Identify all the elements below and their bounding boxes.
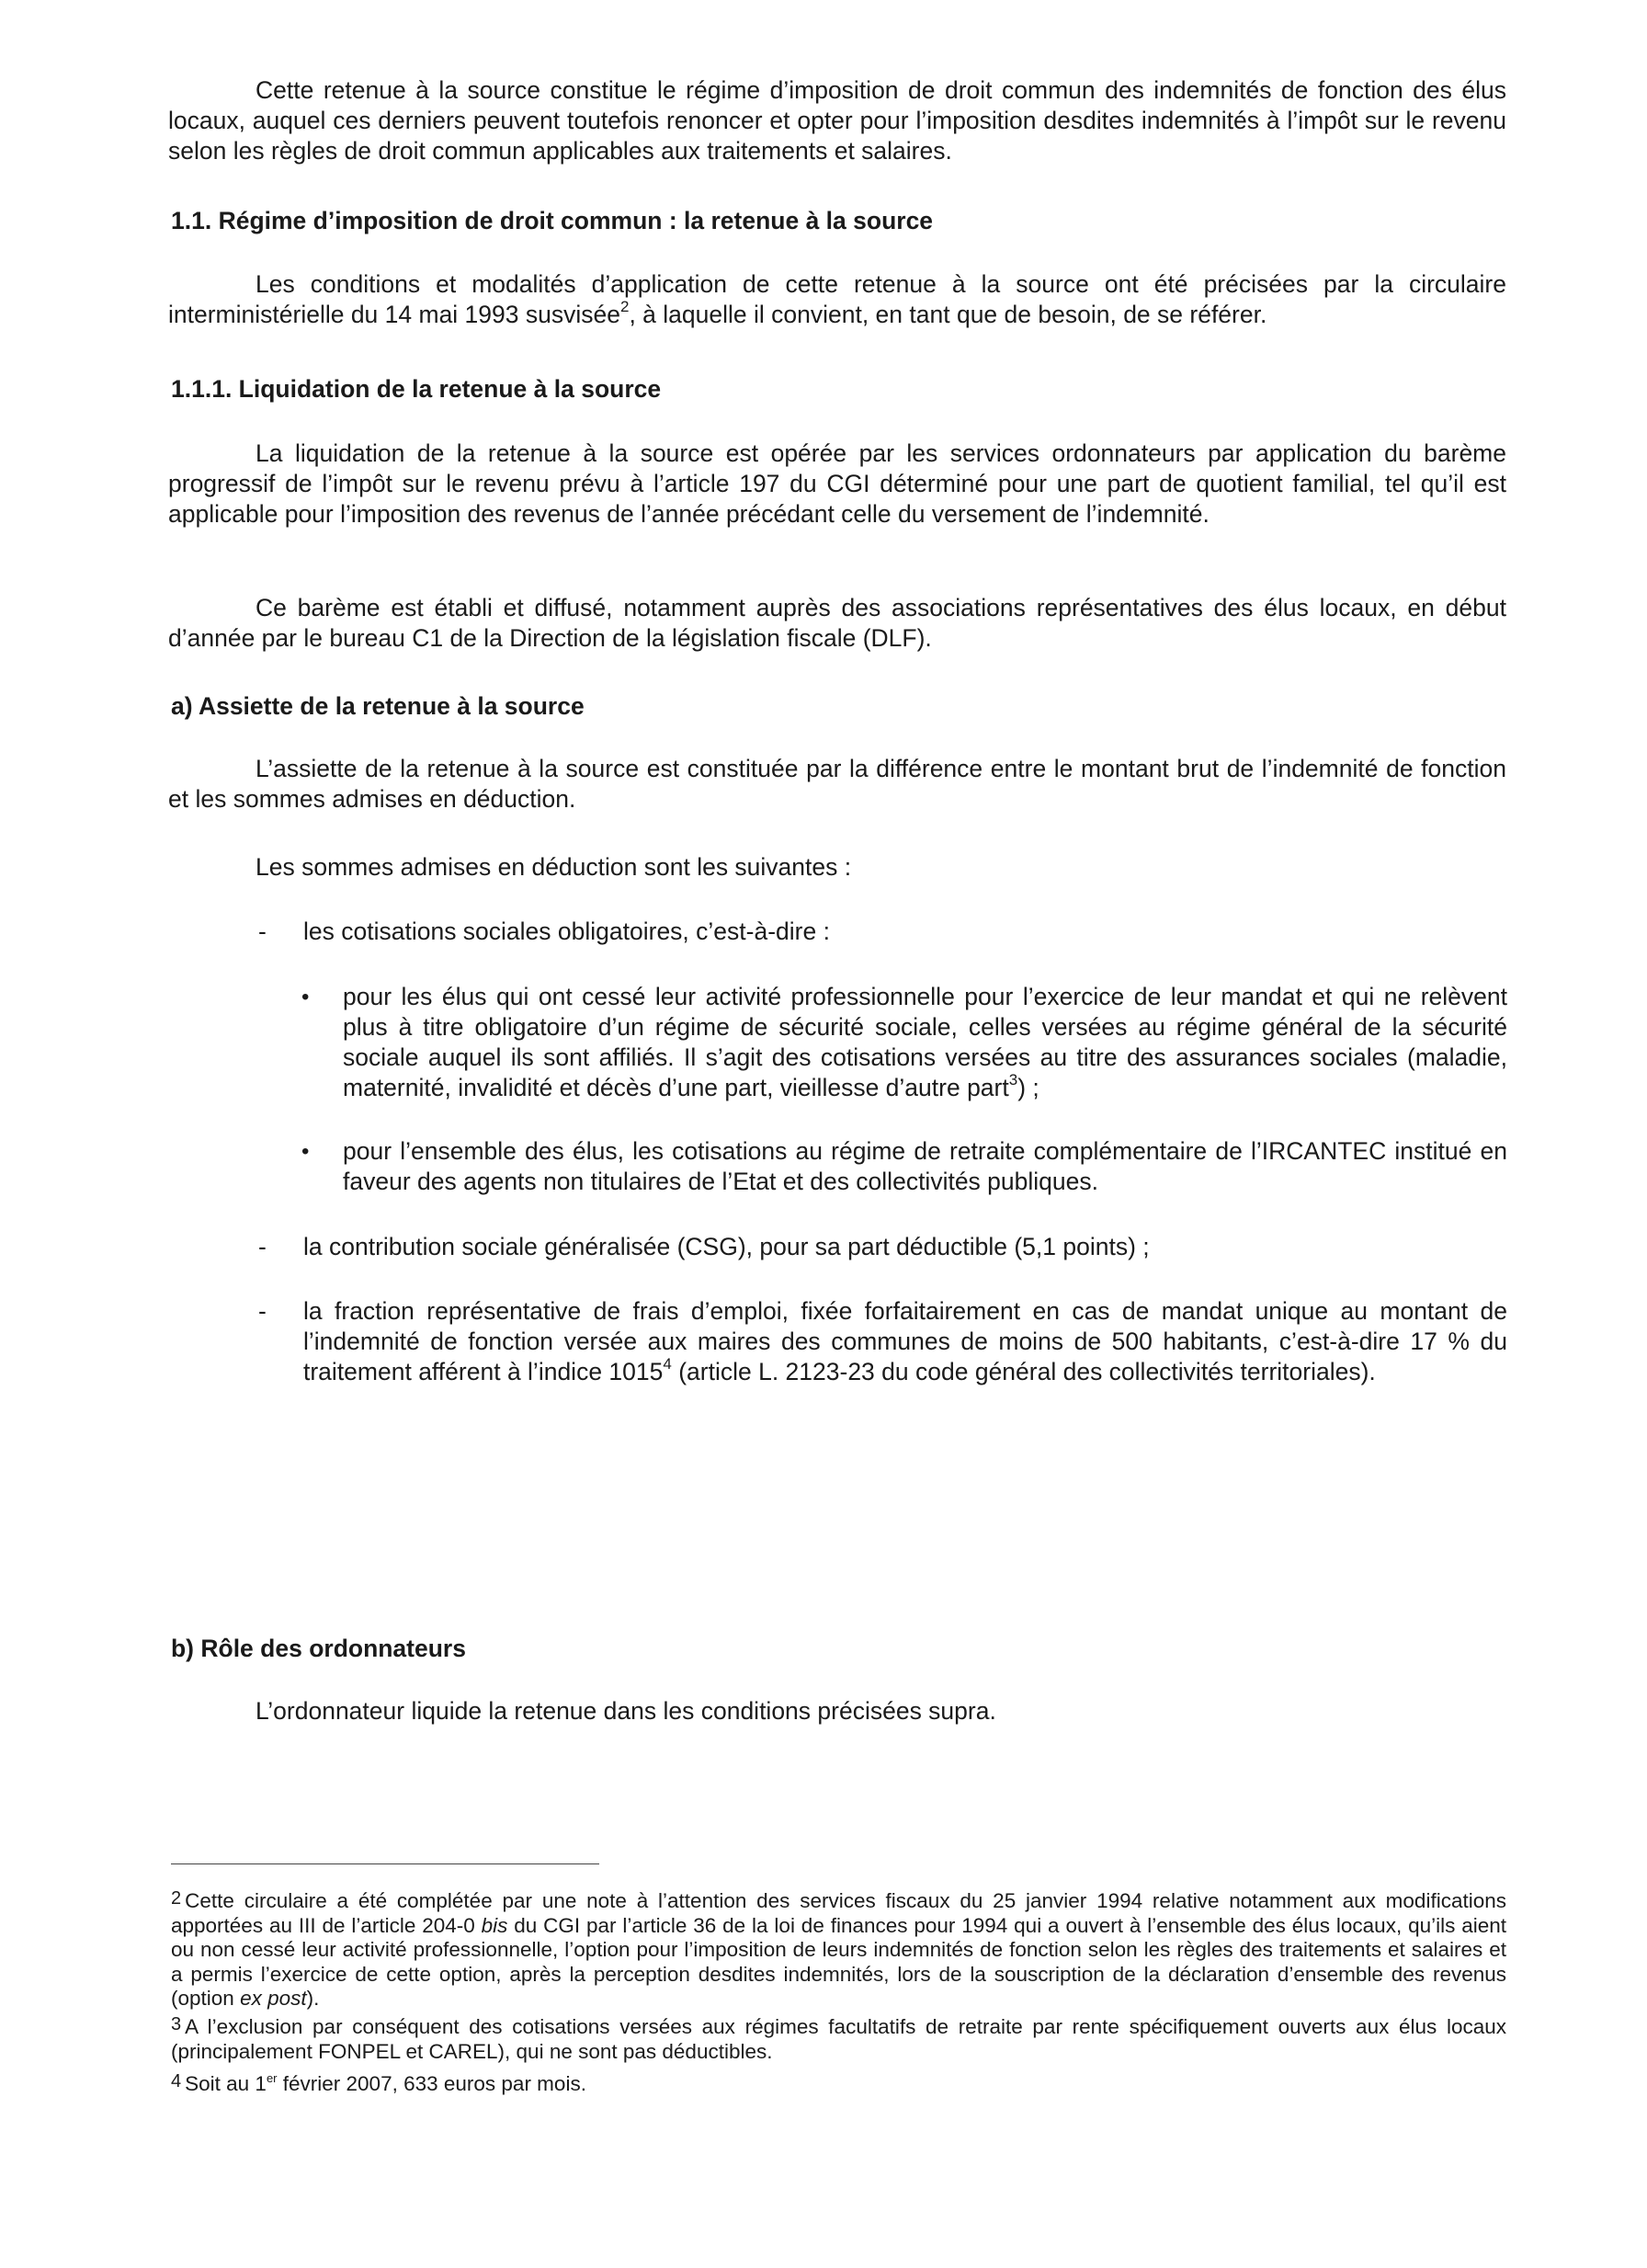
footnote-separator: [171, 1863, 599, 1864]
dash-marker: -: [258, 917, 267, 945]
paragraph-liquidation: La liquidation de la retenue à la source est opérée par les services ordonnateurs par application du barème progressif de l’impôt sur le revenu prévu à l’article 197 du CGI déterminé pour une part de quotient familial, tel qu’il est applicable pour l’imposition des revenus de l’année précédant celle du versement de l’indemnité.: [168, 439, 1506, 528]
footnote-italic: bis: [481, 1913, 508, 1937]
heading-1-1-1: 1.1.1. Liquidation de la retenue à la source: [171, 375, 662, 403]
footnote-number: 2: [171, 1888, 182, 1909]
heading-1-1: 1.1. Régime d’imposition de droit commun : la retenue à la source: [171, 207, 934, 234]
footnote-number: 3: [171, 2014, 182, 2034]
footnote-text: Cette circulaire a été complétée par une note à l’attention des services fiscaux du 25 janvier 1994 relative notamment aux modifications apportées au III de l’article 204-0: [171, 1889, 1506, 1937]
footnote-text: du CGI par l’article 36 de la loi de finances pour 1994 qui a ouvert à l’ensemble des élus locaux, qu’ils aient ou non cessé leur activité professionnelle, l’option pour l’imposition de leurs indemnités de fonction selon les règles des traitements et salaires et a permis l’exercice de cette option, après la perception desdites indemnités, lors de la souscription de la déclaration d’ensemble des revenus (option: [171, 1913, 1506, 2010]
footnote-text: février 2007, 633 euros par mois.: [277, 2072, 586, 2095]
heading-role-ordonnateurs: b) Rôle des ordonnateurs: [171, 1635, 466, 1662]
paragraph-assiette: L’assiette de la retenue à la source est constituée par la différence entre le montant brut de l’indemnité de fonction et les sommes admises en déduction.: [168, 755, 1506, 813]
paragraph-text: Les conditions et modalités d’application de cette retenue à la source ont été précisées par la circulaire interministérielle du 14 mai 1993 susvisée: [168, 270, 1506, 328]
footnote-4: [171, 2067, 1506, 2097]
footnote-number: 4: [171, 2071, 182, 2091]
footnote-ref-2: 2: [619, 298, 630, 316]
intro-paragraph: Cette retenue à la source constitue le régime d’imposition de droit commun des indemnités de fonction des élus locaux, auquel ces derniers peuvent toutefois renoncer et opter pour l’imposition desdites indemnités à l’impôt sur le revenu selon les règles de droit commun applicables aux traitements et salaires.: [168, 76, 1506, 165]
footnote-ref-3: 3: [1008, 1071, 1018, 1089]
footnote-3: [171, 2012, 1506, 2064]
footnote-text: ).: [306, 1987, 320, 2010]
footnote-ref-4: 4: [663, 1355, 672, 1373]
bullet-text: ) ;: [1017, 1074, 1039, 1101]
paragraph-circulaire: [168, 269, 1506, 330]
bullet-marker: •: [301, 985, 310, 1009]
list-text: (article L. 2123-23 du code général des collectivités territoriales).: [671, 1358, 1376, 1385]
paragraph-bareme: Ce barème est établi et diffusé, notamment auprès des associations représentatives des élus locaux, en début d’année par le bureau C1 de la Direction de la législation fiscale (DLF).: [168, 594, 1506, 652]
dash-marker: -: [258, 1233, 267, 1260]
list-item-frais-emploi: [303, 1296, 1507, 1387]
list-item-cotisations: les cotisations sociales obligatoires, c’est-à-dire :: [303, 917, 830, 945]
dash-marker: -: [258, 1297, 267, 1325]
bullet-marker: •: [301, 1139, 310, 1164]
paragraph-sommes: Les sommes admises en déduction sont les suivantes :: [256, 853, 852, 881]
footnote-italic: ex post: [240, 1987, 307, 2010]
footnote-2: [171, 1886, 1506, 2012]
bullet-item-ircantec: pour l’ensemble des élus, les cotisations au régime de retraite complémentaire de l’IRCANTEC institué en faveur des agents non titulaires de l’Etat et des collectivités publiques.: [343, 1137, 1507, 1195]
heading-assiette: a) Assiette de la retenue à la source: [171, 692, 585, 720]
paragraph-text: , à laquelle il convient, en tant que de besoin, de se référer.: [629, 301, 1267, 328]
list-item-csg: la contribution sociale généralisée (CSG), pour sa part déductible (5,1 points) ;: [303, 1233, 1150, 1260]
footnote-text: Soit au 1: [185, 2072, 267, 2095]
list-text: la fraction représentative de frais d’emploi, fixée forfaitairement en cas de mandat unique au montant de l’indemnité de fonction versée aux maires des communes de moins de 500 habitants, c’est-à-dire 17 % du traitement afférent à l’indice 1015: [303, 1297, 1507, 1385]
footnote-superscript: er: [266, 2071, 278, 2085]
bullet-text: pour les élus qui ont cessé leur activité professionnelle pour l’exercice de leur mandat et qui ne relèvent plus à titre obligatoire d’un régime de sécurité sociale, celles versées au régime général de la sécurité sociale auquel ils sont affiliés. Il s’agit des cotisations versées au titre des assurances sociales (maladie, maternité, invalidité et décès d’une part, vieillesse d’autre part: [343, 983, 1507, 1101]
bullet-item-elus-cesse: [343, 982, 1507, 1103]
paragraph-ordonnateur: L’ordonnateur liquide la retenue dans les conditions précisées supra.: [256, 1697, 996, 1725]
footnote-text: A l’exclusion par conséquent des cotisations versées aux régimes facultatifs de retraite par rente spécifiquement ouverts aux élus locaux (principalement FONPEL et CAREL), qui ne sont pas déductibles.: [171, 2015, 1506, 2063]
